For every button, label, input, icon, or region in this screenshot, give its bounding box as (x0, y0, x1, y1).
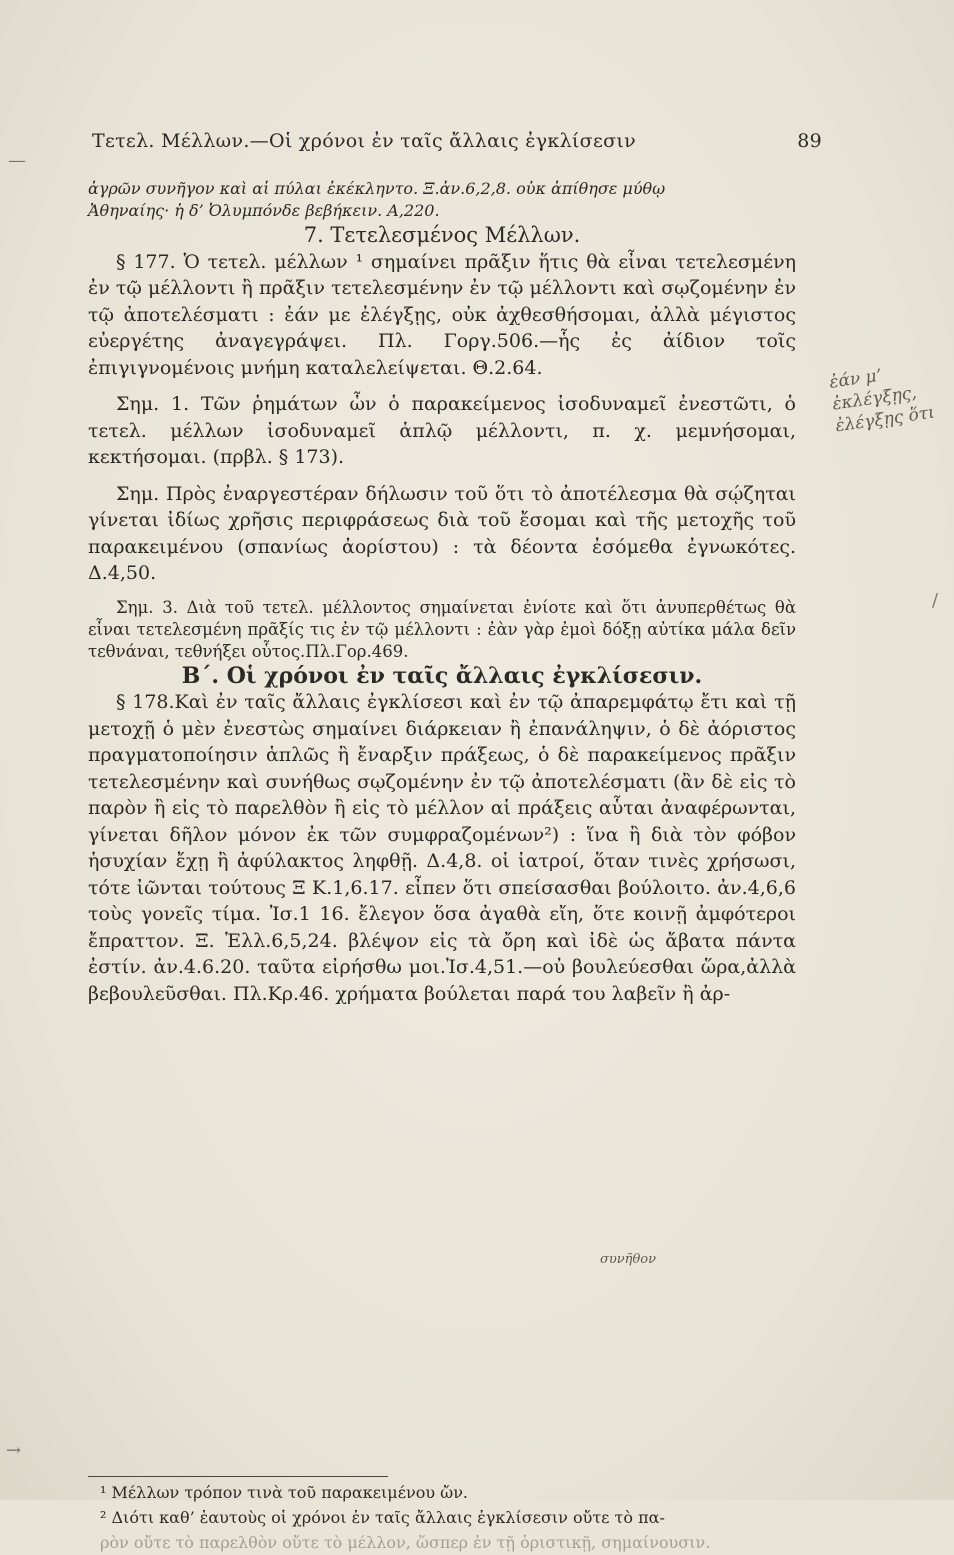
section-heading: Β΄. Οἱ χρόνοι ἐν ταῖς ἄλλαις ἐγκλίσεσιν. (181, 662, 703, 689)
footnote-2: ² Διότι καθ’ ἑαυτοὺς οἱ χρόνοι ἐν ταῖς ἄλλαις ἐγκλίσεσιν οὔτε τὸ πα- (100, 1508, 665, 1527)
footnote-2-continued: ρὸν οὔτε τὸ παρελθὸν οὔτε τὸ μέλλον, ὥσπερ ἐν τῇ ὁριστικῇ, σημαίνουσιν. (100, 1533, 711, 1552)
paragraph-177: § 177. Ὁ τετελ. μέλλων ¹ σημαίνει πρᾶξιν ἥτις θὰ εἶναι τετελεσμένη ἐν τῷ μέλλοντι ἢ πρᾶξιν τετελεσμένην ἐν τῷ μέλλοντι καὶ σῳζομένην ἐν τῷ ἀποτελέσματι : ἐάν με ἐλέγξῃς, οὐκ ἀχθεσθήσομαι, ἀλλὰ μέγιστος εὐεργέτης ἀναγεγράψει. Πλ. Γοργ.506.—ἧς ἐς ἀίδιον τοῖς ἐπιγιγνομένοις μνήμη καταλελείψεται. Θ.2.64. (88, 250, 796, 379)
running-title: Τετελ. Μέλλων.—Οἱ χρόνοι ἐν ταῖς ἄλλαις ἐγκλίσεσιν (92, 130, 636, 152)
top-citation-line: ἀγρῶν συνῆγον καὶ αἱ πύλαι ἐκέκληντο. Ξ.ἀν.6,2,8. οὐκ ἀπίθησε μύθῳ (88, 179, 666, 198)
margin-tick-mark: / (932, 590, 939, 611)
note-1: Σημ. 1. Τῶν ῥημάτων ὧν ὁ παρακείμενος ἰσοδυναμεῖ ἐνεστῶτι, ὁ τετελ. μέλλων ἰσοδυναμεῖ ἁπλῷ μέλλοντι, π. χ. μεμνήσομαι, κεκτήσομαι. (πρβλ. § 173). (88, 393, 796, 468)
footnote-1: ¹ Μέλλων τρόπον τινὰ τοῦ παρακειμένου ὤν. (100, 1483, 469, 1502)
top-citation-line: Ἀθηναίης· ἡ δ’ Ὀλυμπόνδε βεβήκειν. Α,220. (88, 201, 440, 220)
handwritten-insert: συνῆθον (600, 1252, 657, 1267)
running-header (92, 130, 822, 152)
paragraph-178: § 178.Καὶ ἐν ταῖς ἄλλαις ἐγκλίσεσι καὶ ἐν τῷ ἀπαρεμφάτῳ ἔτι καὶ τῇ μετοχῇ ὁ μὲν ἐνεστὼς σημαίνει διάρκειαν ἢ ἐπανάληψιν, ὁ δὲ ἀόριστος πραγματοποίησιν ἁπλῶς ἢ ἔναρξιν πράξεως, ὁ δὲ παρακείμενος πρᾶξιν τετελεσμένην καὶ συνήθως σῳζομένην ἐν τῷ ἀποτελέσματι (ἂν δὲ εἰς τὸ παρὸν ἢ εἰς τὸ παρελθὸν ἢ εἰς τὸ μέλλον αἱ πράξεις αὗται ἀναφέρωνται, γίνεται δῆλον μόνον ἐκ τῶν συμφραζομένων²) : ἵνα ἢ διὰ τὸν φόβον ἡσυχίαν ἔχῃ ἢ ἀφύλακτος ληφθῇ. Δ.4,8. οἱ ἰατροί, ὅταν τινὲς χρήσωσι, τότε ἰῶνται τούτους Ξ Κ.1,6.17. εἶπεν ὅτι σπείσασθαι βούλοιτο. ἀν.4,6,6 τοὺς γονεῖς τίμα. Ἰσ.1 16. ἔλεγον ὅσα ἀγαθὰ εἴη, ὅτε κοινῇ ἀμφότεροι ἔπραττον. Ξ. Ἑλλ.6,5,24. βλέψον εἰς τὰ ὄρη καὶ ἰδὲ ὡς ἄβατα πάντα ἐστίν. ἀν.4.6.20. ταῦτα εἰρήσθω μοι.Ἰσ.4,51.—οὐ βουλεύεσθαι ὥρα,ἀλλὰ βεβουλεῦσθαι. Πλ.Κρ.46. χρήματα βούλεται παρά του λαβεῖν ἢ ἀρ- (88, 691, 796, 1005)
subsection-title: 7. Τετελεσμένος Μέλλων. (303, 223, 581, 247)
handwritten-margin-note: ἐάν μ’ ἐκλέγξῃς, ἐλέγξῃς ὅτι (828, 365, 936, 437)
page-number: 89 (797, 130, 822, 152)
footnotes (100, 1480, 800, 1555)
margin-arrow-mark: → (6, 1440, 22, 1461)
footnote-rule (88, 1476, 388, 1477)
note-2: Σημ. Πρὸς ἐναργεστέραν δήλωσιν τοῦ ὅτι τὸ ἀποτέλεσμα θὰ σῴζηται γίνεται ἰδίως χρῆσις περιφράσεως διὰ τοῦ ἔσομαι καὶ τῆς μετοχῆς τοῦ παρακειμένου (σπανίως ἀορίστου) : τὰ δέοντα ἐσόμεθα ἐγνωκότες. Δ.4,50. (88, 482, 796, 584)
note-3: Σημ. 3. Διὰ τοῦ τετελ. μέλλοντος σημαίνεται ἐνίοτε καὶ ὅτι ἀνυπερθέτως θὰ εἶναι τετελεσμένη πρᾶξίς τις ἐν τῷ μέλλοντι : ἐὰν γὰρ ἐμοὶ δόξῃ αὐτίκα μάλα δεῖν τεθνάναι, τεθνήξει οὗτος.Πλ.Γορ.469. (88, 597, 796, 661)
page-body (88, 178, 796, 1007)
margin-tick-mark: — (8, 150, 26, 171)
